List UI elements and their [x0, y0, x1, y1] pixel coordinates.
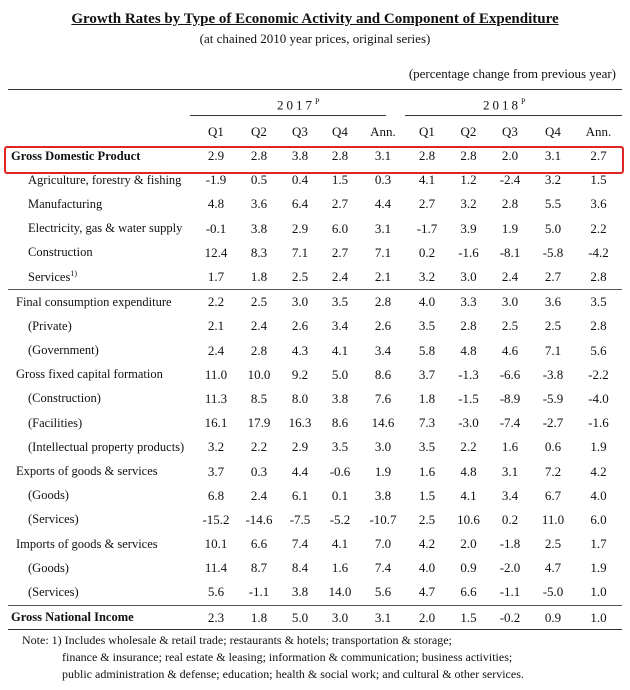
value-cell: 0.1	[331, 487, 349, 503]
value-cell: 2.2	[460, 439, 477, 455]
value-cell: 1.5	[331, 172, 349, 188]
value-cell: 17.9	[247, 415, 271, 431]
value-cell: 7.4	[291, 536, 309, 552]
value-cell: 4.1	[331, 342, 349, 358]
value-cell: -7.5	[289, 511, 311, 527]
value-cell: -5.0	[542, 584, 564, 600]
value-cell: 0.3	[374, 172, 392, 188]
value-cell: 3.5	[418, 318, 436, 334]
value-cell: 6.4	[291, 196, 309, 212]
value-cell: 4.8	[207, 196, 225, 212]
table-row	[8, 580, 622, 605]
value-cell: 3.2	[460, 196, 477, 212]
value-cell: 3.3	[448, 290, 489, 315]
value-cell: 2.8	[460, 318, 477, 334]
value-cell: 3.8	[291, 584, 309, 600]
value-cell: 3.6	[250, 196, 268, 212]
value-cell: 2.8	[590, 269, 607, 285]
value-cell: 7.4	[374, 560, 392, 576]
value-cell: 3.5	[331, 439, 349, 455]
value-cell: 6.8	[207, 487, 225, 503]
row-label-text: Imports of goods & services	[16, 536, 158, 551]
value-cell: -8.9	[499, 390, 521, 406]
value-cell: 0.9	[460, 560, 477, 576]
value-cell: 7.1	[544, 342, 562, 358]
value-cell: 14.0	[328, 584, 352, 600]
value-cell: -14.6	[245, 511, 273, 527]
value-cell: 11.4	[204, 560, 228, 576]
row-label-text: Construction	[28, 245, 93, 260]
value-cell: 11.3	[204, 390, 228, 406]
value-cell: 2.8	[360, 290, 406, 315]
value-cell: 2.8	[331, 148, 349, 164]
value-cell: 2.8	[590, 318, 607, 334]
row-label	[8, 532, 194, 556]
row-label-text: (Facilities)	[28, 415, 83, 430]
value-cell: 3.6	[590, 196, 607, 212]
row-label-text: (Services)	[28, 512, 79, 527]
value-cell: 0.9	[531, 605, 575, 630]
value-cell: 2.8	[418, 148, 436, 164]
column-header: Q3	[502, 124, 518, 139]
value-cell: 2.4	[501, 269, 519, 285]
row-label	[8, 241, 194, 265]
value-cell: 1.6	[418, 463, 436, 479]
label-column-header	[8, 120, 194, 144]
footnote-marker: 1)	[70, 268, 78, 278]
row-label	[8, 605, 194, 630]
row-label	[8, 580, 194, 605]
value-cell: -2.4	[499, 172, 521, 188]
value-cell: -1.3	[458, 366, 479, 382]
row-label-text: Agriculture, forestry & fishing	[28, 172, 182, 187]
value-cell: 4.1	[331, 536, 349, 552]
value-cell: 4.4	[291, 463, 309, 479]
value-cell: 12.4	[204, 244, 228, 260]
value-cell: 6.0	[590, 511, 607, 527]
value-cell: 2.9	[291, 220, 309, 236]
value-cell: 3.9	[460, 220, 477, 236]
table-row	[8, 241, 622, 265]
row-label	[8, 290, 194, 315]
value-cell: 10.0	[247, 366, 271, 382]
value-cell: 0.6	[544, 439, 562, 455]
value-cell: -7.4	[499, 415, 521, 431]
row-label	[8, 508, 194, 532]
column-header: Q3	[292, 124, 308, 139]
value-cell: 4.8	[460, 342, 477, 358]
table-row	[8, 387, 622, 411]
value-cell: 1.9	[501, 220, 519, 236]
value-cell: 0.4	[291, 172, 309, 188]
value-cell: 8.4	[291, 560, 309, 576]
value-cell: 8.3	[250, 244, 268, 260]
value-cell: 3.5	[320, 290, 360, 315]
value-cell: -3.8	[542, 366, 564, 382]
value-cell: 2.4	[250, 487, 268, 503]
value-cell: 5.0	[544, 220, 562, 236]
footnote-line-1: Note: 1) Includes wholesale & retail trade; restaurants & hotels; transportation & storage;	[22, 633, 452, 647]
table-row	[8, 217, 622, 241]
value-cell: 2.5	[291, 269, 309, 285]
value-cell: 4.1	[460, 487, 477, 503]
value-cell: 3.7	[207, 463, 225, 479]
value-cell: 8.5	[250, 390, 268, 406]
value-cell: 5.5	[544, 196, 562, 212]
value-cell: 3.4	[331, 318, 349, 334]
table-row	[8, 556, 622, 580]
value-cell: 4.4	[374, 196, 392, 212]
value-cell: 3.1	[501, 463, 519, 479]
value-cell: 2.7	[331, 244, 349, 260]
value-cell: -1.6	[458, 244, 479, 260]
value-cell: 4.7	[544, 560, 562, 576]
value-cell: 2.2	[250, 439, 268, 455]
value-cell: 3.0	[320, 605, 360, 630]
value-cell: 11.0	[204, 366, 228, 382]
value-cell: 1.8	[418, 390, 436, 406]
value-cell: -2.0	[499, 560, 521, 576]
value-cell: 4.0	[406, 290, 448, 315]
value-cell: 2.6	[291, 318, 309, 334]
value-cell: 3.1	[360, 605, 406, 630]
value-cell: -8.1	[499, 244, 521, 260]
row-label-text: (Services)	[28, 584, 79, 599]
row-label	[8, 387, 194, 411]
value-cell: 5.6	[207, 584, 225, 600]
value-cell: -0.2	[489, 605, 531, 630]
table-row	[8, 290, 622, 315]
row-label-text: (Construction)	[28, 391, 101, 406]
value-cell: -0.1	[205, 220, 227, 236]
value-cell: 4.7	[418, 584, 436, 600]
table-row	[8, 459, 622, 483]
value-cell: 2.2	[194, 290, 238, 315]
value-cell: 0.2	[418, 244, 436, 260]
value-cell: -2.2	[588, 366, 609, 382]
value-cell: 1.6	[331, 560, 349, 576]
value-cell: 11.0	[541, 511, 565, 527]
value-cell: 3.8	[291, 148, 309, 164]
value-cell: 4.1	[418, 172, 436, 188]
value-cell: 4.0	[418, 560, 436, 576]
value-cell: 0.2	[501, 511, 519, 527]
column-header: Q2	[251, 124, 267, 139]
value-cell: 3.4	[374, 342, 392, 358]
value-cell: 1.5	[448, 605, 489, 630]
value-cell: 8.0	[291, 390, 309, 406]
column-header: Q4	[332, 124, 348, 139]
table-row	[8, 339, 622, 363]
value-cell: 2.5	[418, 511, 436, 527]
value-cell: 4.0	[590, 487, 607, 503]
value-cell: 2.6	[374, 318, 392, 334]
value-cell: 2.5	[544, 536, 562, 552]
value-cell: -1.8	[499, 536, 521, 552]
value-cell: -1.9	[205, 172, 227, 188]
value-cell: 0.3	[250, 463, 268, 479]
footnote	[22, 632, 524, 683]
table-row	[8, 435, 622, 459]
value-cell: 3.2	[418, 269, 436, 285]
value-cell: 3.1	[374, 148, 392, 164]
table-title: Growth Rates by Type of Economic Activity and Component of Expenditure	[71, 11, 559, 27]
row-label	[8, 435, 194, 459]
table-row	[8, 411, 622, 435]
value-cell: 7.1	[374, 244, 392, 260]
year-2018-header: $2018^P$	[483, 97, 526, 113]
value-cell: 2.5	[544, 318, 562, 334]
value-cell: 6.6	[460, 584, 477, 600]
row-label-text: Gross National Income	[11, 610, 134, 625]
value-cell: -15.2	[202, 511, 230, 527]
value-cell: 2.7	[331, 196, 349, 212]
value-cell: -5.9	[542, 390, 564, 406]
value-cell: 2.3	[194, 605, 238, 630]
value-cell: 2.7	[418, 196, 436, 212]
value-cell: 2.8	[250, 342, 268, 358]
row-label-text: Exports of goods & services	[16, 464, 158, 479]
unit-note: (percentage change from previous year)	[408, 66, 616, 81]
value-cell: -3.0	[458, 415, 479, 431]
value-cell: 8.6	[331, 415, 349, 431]
value-cell: 1.0	[575, 605, 622, 630]
value-cell: 1.5	[418, 487, 436, 503]
year-2017-header: $2017^P$	[277, 97, 320, 113]
row-label-text: Gross fixed capital formation	[16, 367, 163, 382]
value-cell: 1.8	[238, 605, 280, 630]
column-header: Ann.	[585, 124, 612, 139]
value-cell: -10.7	[369, 511, 397, 527]
value-cell: 6.6	[250, 536, 268, 552]
value-cell: 3.0	[460, 269, 477, 285]
table-row	[8, 508, 622, 532]
value-cell: 7.1	[291, 244, 309, 260]
value-cell: 3.1	[544, 148, 562, 164]
value-cell: 2.4	[250, 318, 268, 334]
value-cell: 6.1	[291, 487, 309, 503]
value-cell: 7.3	[418, 415, 436, 431]
growth-rate-table	[8, 120, 622, 630]
row-label	[8, 314, 194, 338]
value-cell: 1.9	[374, 463, 392, 479]
value-cell: 2.8	[460, 148, 477, 164]
value-cell: 4.2	[590, 463, 607, 479]
value-cell: -1.1	[499, 584, 521, 600]
row-label-text: Gross Domestic Product	[11, 148, 141, 163]
value-cell: 9.2	[291, 366, 309, 382]
value-cell: 5.0	[280, 605, 320, 630]
value-cell: 6.0	[331, 220, 349, 236]
value-cell: 2.9	[291, 439, 309, 455]
value-cell: -6.6	[499, 366, 521, 382]
value-cell: 3.8	[331, 390, 349, 406]
value-cell: 5.0	[331, 366, 349, 382]
row-label-text: (Private)	[28, 318, 72, 333]
row-label-text: Electricity, gas & water supply	[28, 221, 183, 236]
table-row	[8, 314, 622, 338]
table-row	[8, 532, 622, 556]
value-cell: 2.5	[501, 318, 519, 334]
value-cell: 6.7	[544, 487, 562, 503]
value-cell: 1.8	[250, 269, 268, 285]
value-cell: 2.1	[207, 318, 225, 334]
table-row	[8, 363, 622, 387]
value-cell: 4.6	[501, 342, 519, 358]
top-rule	[8, 89, 622, 90]
table-body	[8, 144, 622, 630]
value-cell: 1.5	[590, 172, 607, 188]
row-label	[8, 192, 194, 216]
row-label	[8, 556, 194, 580]
value-cell: 3.0	[489, 290, 531, 315]
value-cell: -1.7	[416, 220, 438, 236]
row-label-text: (Intellectual property products)	[28, 439, 185, 454]
column-header-row	[8, 120, 622, 144]
value-cell: 1.0	[590, 584, 607, 600]
value-cell: -1.6	[588, 415, 609, 431]
value-cell: 2.1	[374, 269, 392, 285]
value-cell: 1.7	[590, 536, 607, 552]
value-cell: 3.1	[374, 220, 392, 236]
value-cell: 5.6	[374, 584, 392, 600]
year-2018-rule	[405, 115, 622, 116]
value-cell: 16.1	[204, 415, 228, 431]
value-cell: 3.8	[374, 487, 392, 503]
row-label	[8, 339, 194, 363]
row-label-text: (Goods)	[28, 488, 69, 503]
bottom-rule	[8, 629, 622, 630]
value-cell: 3.5	[418, 439, 436, 455]
table-subtitle: (at chained 2010 year prices, original series)	[199, 31, 431, 46]
value-cell: 3.2	[544, 172, 562, 188]
value-cell: 1.9	[590, 560, 607, 576]
value-cell: 4.3	[291, 342, 309, 358]
value-cell: 2.9	[207, 148, 225, 164]
value-cell: -1.5	[458, 390, 479, 406]
column-header: Q1	[419, 124, 435, 139]
value-cell: 2.5	[238, 290, 280, 315]
table-row	[8, 484, 622, 508]
column-header: Q1	[208, 124, 224, 139]
value-cell: 2.8	[501, 196, 519, 212]
value-cell: 7.0	[374, 536, 392, 552]
value-cell: -1.1	[248, 584, 270, 600]
value-cell: 2.4	[207, 342, 225, 358]
row-label	[8, 484, 194, 508]
footnote-line-3: public administration & defense; education; health & social work; and cultural & other services.	[62, 667, 524, 681]
value-cell: 1.2	[460, 172, 477, 188]
value-cell: 3.2	[207, 439, 225, 455]
value-cell: 14.6	[371, 415, 395, 431]
row-label	[8, 265, 194, 290]
value-cell: 2.2	[590, 220, 607, 236]
table-row	[8, 605, 622, 630]
value-cell: 4.2	[418, 536, 436, 552]
row-label	[8, 459, 194, 483]
row-label	[8, 411, 194, 435]
value-cell: 2.0	[460, 536, 477, 552]
value-cell: 5.8	[418, 342, 436, 358]
value-cell: 2.0	[406, 605, 448, 630]
value-cell: 3.4	[501, 487, 519, 503]
value-cell: 10.6	[457, 511, 480, 527]
value-cell: -5.2	[329, 511, 351, 527]
value-cell: 1.6	[501, 439, 519, 455]
row-label-text: (Government)	[28, 343, 99, 358]
value-cell: -0.6	[329, 463, 351, 479]
gdp-highlight-box	[4, 146, 624, 174]
value-cell: 2.4	[331, 269, 349, 285]
value-cell: 2.7	[590, 148, 607, 164]
year-2017-rule	[190, 115, 386, 116]
value-cell: 0.5	[250, 172, 268, 188]
value-cell: 3.8	[250, 220, 268, 236]
row-label	[8, 363, 194, 387]
footnote-line-2: finance & insurance; real estate & leasing; information & communication; business activities;	[62, 650, 513, 664]
value-cell: 1.7	[207, 269, 225, 285]
table-row	[8, 192, 622, 216]
value-cell: 7.2	[544, 463, 562, 479]
column-header: Ann.	[370, 124, 396, 139]
row-label-text: Services	[28, 270, 71, 285]
value-cell: 10.1	[204, 536, 228, 552]
value-cell: 16.3	[288, 415, 312, 431]
value-cell: -2.7	[542, 415, 564, 431]
value-cell: -4.2	[588, 244, 609, 260]
value-cell: 8.7	[250, 560, 268, 576]
value-cell: 4.8	[460, 463, 477, 479]
row-label-text: Final consumption expenditure	[16, 294, 172, 309]
value-cell: 3.6	[531, 290, 575, 315]
value-cell: 2.7	[544, 269, 562, 285]
column-header: Q2	[460, 124, 477, 139]
value-cell: 3.0	[374, 439, 392, 455]
table-row	[8, 265, 622, 290]
row-label-text: Manufacturing	[28, 196, 103, 211]
value-cell: 1.9	[590, 439, 607, 455]
column-header: Q4	[545, 124, 561, 139]
row-label	[8, 217, 194, 241]
value-cell: 8.6	[374, 366, 392, 382]
row-label-text: (Goods)	[28, 560, 69, 575]
value-cell: 3.5	[575, 290, 622, 315]
value-cell: 2.8	[250, 148, 268, 164]
value-cell: 2.0	[501, 148, 519, 164]
value-cell: 3.0	[280, 290, 320, 315]
value-cell: 3.7	[418, 366, 436, 382]
value-cell: -4.0	[588, 390, 609, 406]
value-cell: 5.6	[590, 342, 607, 358]
value-cell: -5.8	[542, 244, 564, 260]
value-cell: 7.6	[374, 390, 392, 406]
